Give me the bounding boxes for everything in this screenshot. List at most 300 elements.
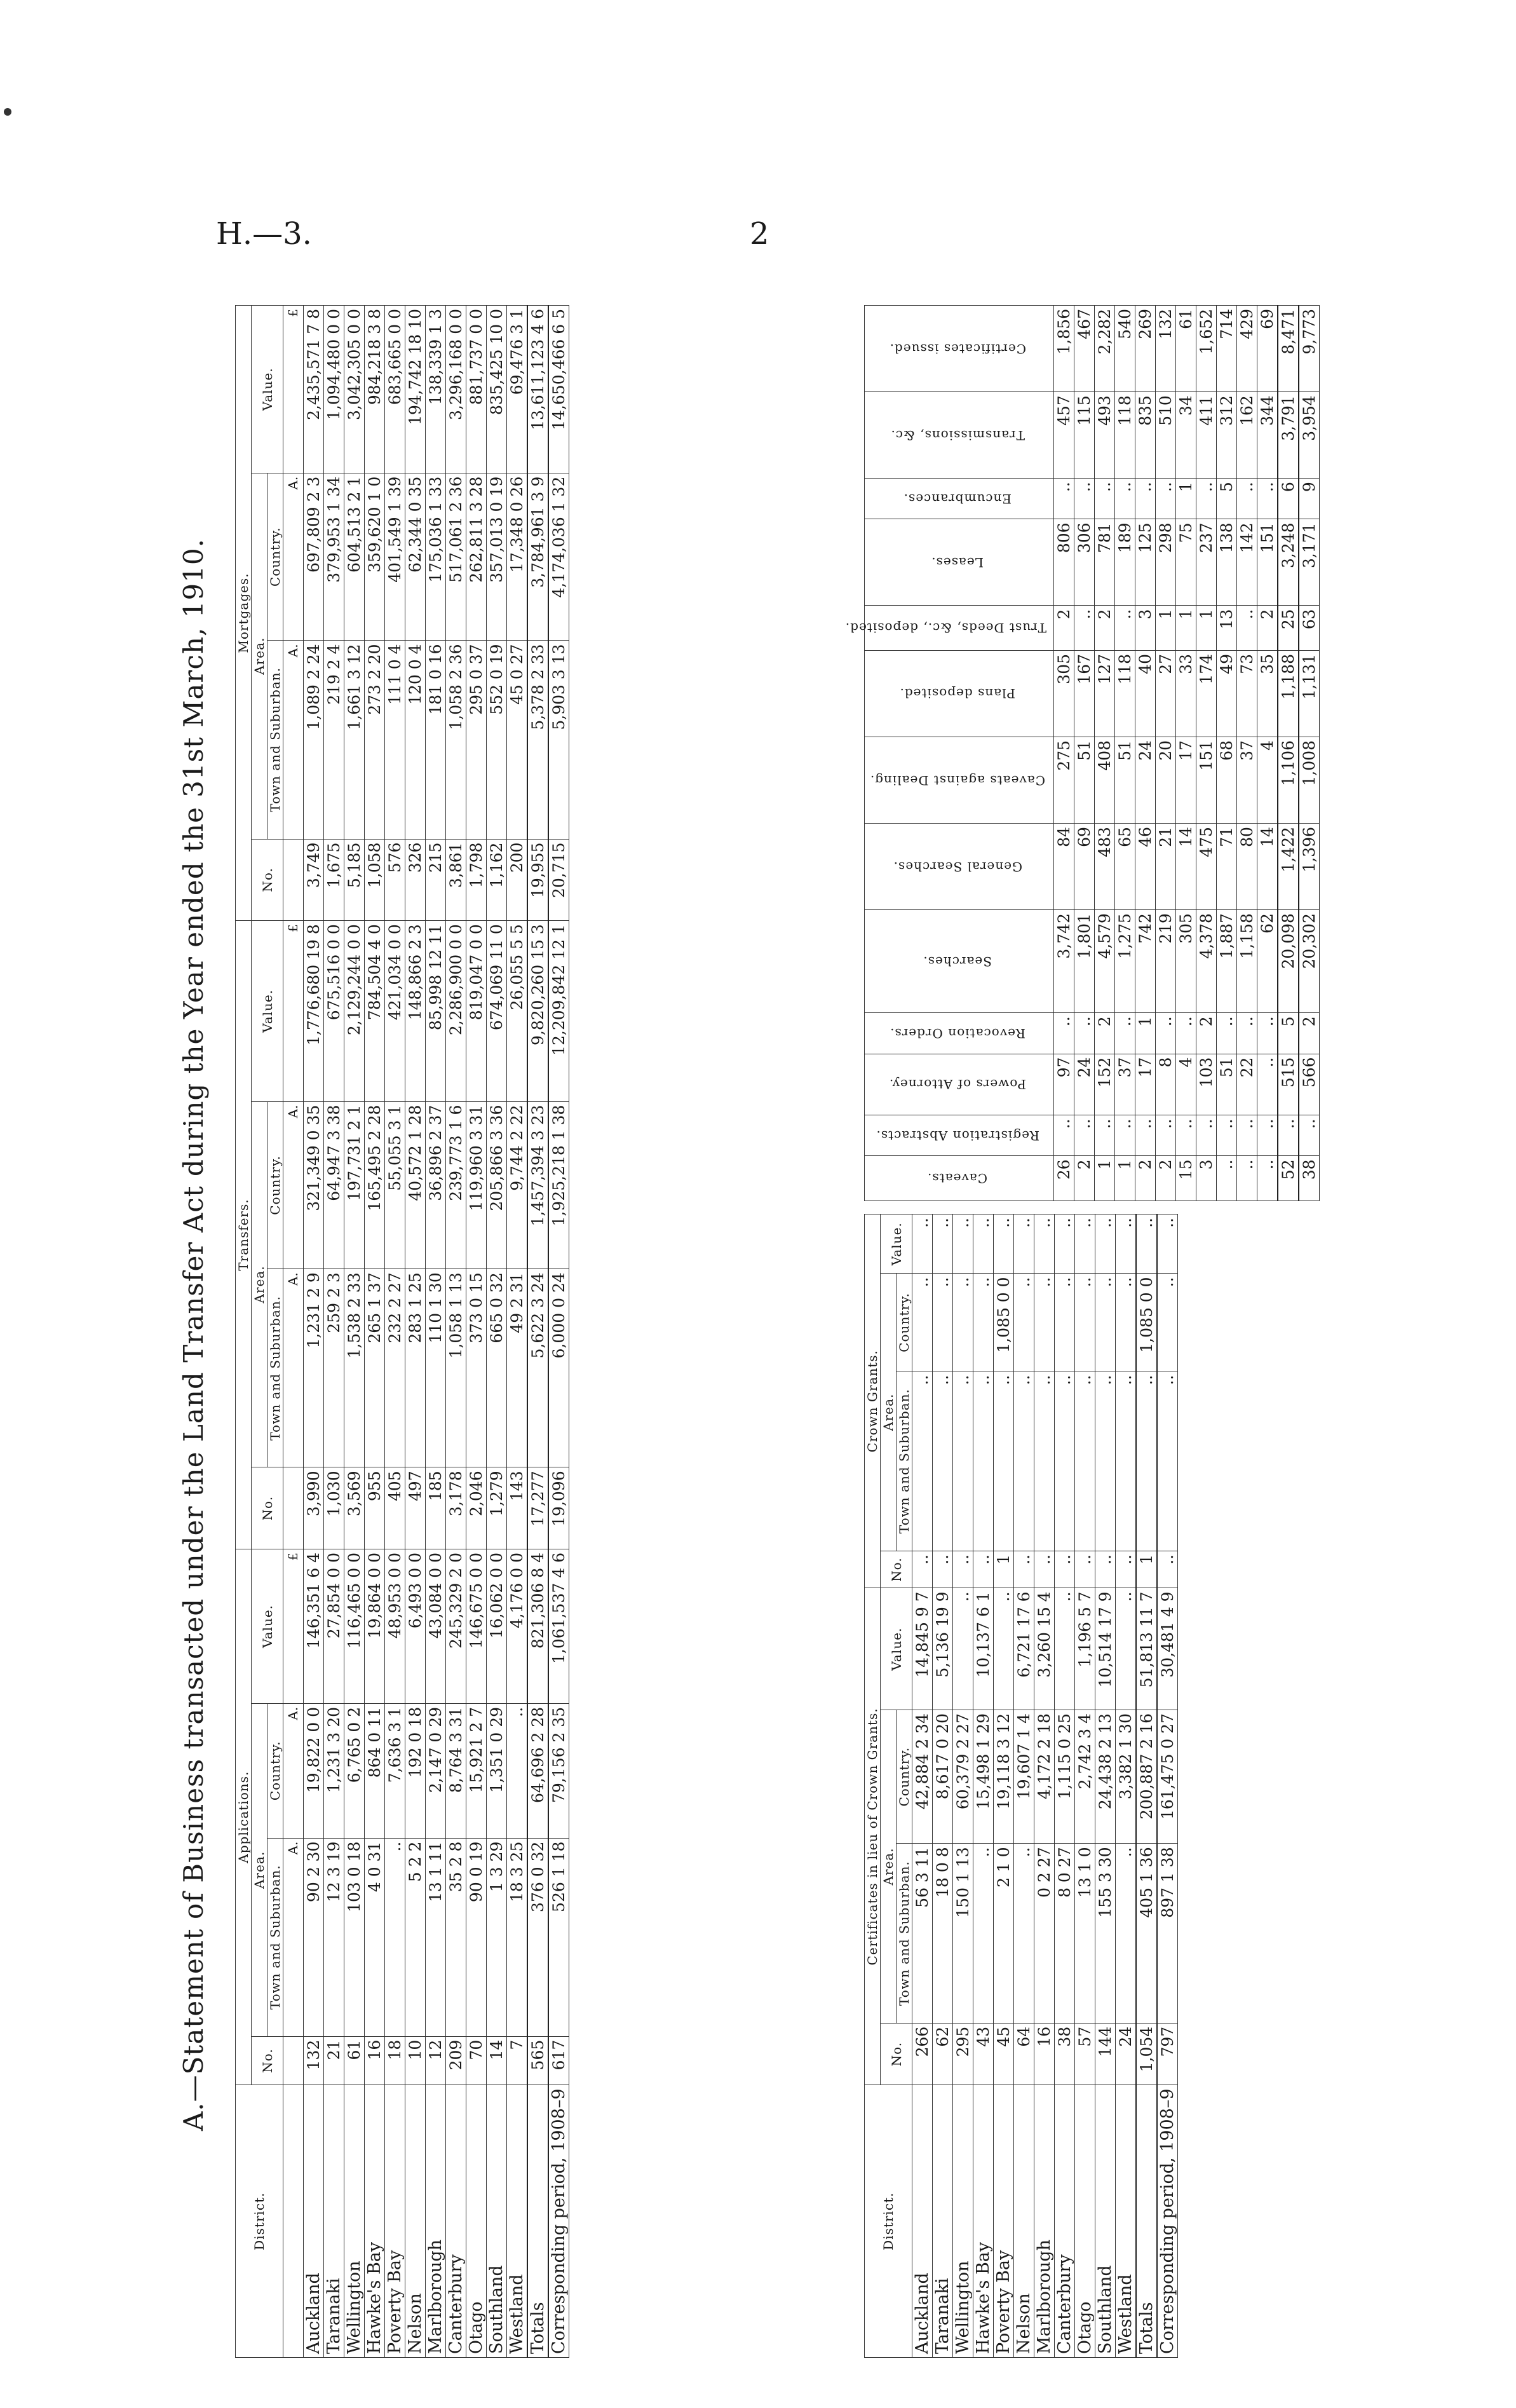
- cell-c-no: 62: [933, 2023, 953, 2085]
- units-cell: [283, 1467, 304, 1549]
- cell-g-town: ..: [1157, 1371, 1178, 1551]
- dealings-header-text-8: Trust Deeds, &c., deposited.: [844, 620, 1046, 636]
- cell-t-country: 197,731 2 1: [344, 1101, 365, 1269]
- dealings-cell: 429: [1237, 306, 1257, 392]
- dealings-cell: 125: [1135, 519, 1156, 606]
- district-cell: Marlborough: [1034, 2085, 1055, 2358]
- cell-m-town: 1,058 2 36: [446, 641, 466, 839]
- cell-m-value: 835,425 10 0: [487, 306, 507, 473]
- cell-a-no: 617: [548, 2036, 569, 2085]
- cell-t-no: 2,046: [466, 1467, 487, 1549]
- cell-t-country: 321,349 0 35: [304, 1101, 324, 1269]
- cell-a-town: 103 0 18: [344, 1838, 365, 2036]
- cell-a-value: 1,061,537 4 6: [548, 1549, 569, 1704]
- transfers-value-header: Value.: [252, 921, 283, 1101]
- applications-country-header: Country.: [267, 1703, 283, 1838]
- cell-c-town: 0 2 27: [1034, 1844, 1055, 2023]
- cell-t-no: 955: [365, 1467, 385, 1549]
- cell-g-no: ..: [1034, 1551, 1055, 1588]
- dealings-cell: 8,471: [1278, 306, 1299, 392]
- dealings-cell: 515: [1278, 1054, 1299, 1115]
- mortgages-area-header: Area.: [252, 473, 267, 839]
- table-row: [426, 306, 446, 2358]
- cell-m-town: 273 2 20: [365, 641, 385, 839]
- dealings-cell: 65: [1115, 824, 1135, 910]
- units-cell: [283, 2036, 304, 2085]
- cell-t-town: 49 2 31: [507, 1269, 528, 1467]
- dealings-cell: ..: [1176, 1115, 1196, 1156]
- table-row: [1034, 1214, 1055, 2358]
- cell-g-no: 1: [1136, 1551, 1157, 1588]
- cell-c-value: 10,514 17 9: [1095, 1588, 1116, 1710]
- cell-a-town: 90 2 30: [304, 1838, 324, 2036]
- cell-g-town: ..: [933, 1371, 953, 1551]
- dealings-cell: 483: [1095, 824, 1115, 910]
- dealings-cell: 20,302: [1299, 910, 1320, 1013]
- cell-m-no: 1,162: [487, 839, 507, 921]
- dealings-cell: 189: [1115, 519, 1135, 606]
- cell-g-country: 1,085 0 0: [994, 1274, 1014, 1371]
- cert-area-header: Area.: [881, 1710, 897, 2024]
- table-row: [1055, 1214, 1075, 2358]
- dealings-cell: 1,801: [1074, 910, 1095, 1013]
- dealings-cell: 14: [1257, 824, 1278, 910]
- dealings-cell: 493: [1095, 392, 1115, 479]
- units-cell: £: [283, 921, 304, 1101]
- cell-g-town: ..: [1055, 1371, 1075, 1551]
- district-cell: Totals: [1136, 2085, 1157, 2358]
- dealings-header-text-3: Revocation Orders.: [890, 1025, 1025, 1041]
- cell-t-country: 9,744 2 22: [507, 1101, 528, 1269]
- dealings-cell: 3: [1135, 606, 1156, 651]
- cell-c-value: 3,260 15 4: [1034, 1588, 1055, 1710]
- dealings-header-12: [865, 306, 1054, 392]
- dealings-cell: 84: [1054, 824, 1074, 910]
- cell-a-town: 526 1 18: [548, 1838, 569, 2036]
- district-cell: Nelson: [1014, 2085, 1034, 2358]
- cell-m-country: 175,036 1 33: [426, 473, 446, 641]
- cell-a-country: 19,822 0 0: [304, 1703, 324, 1838]
- table-row: [365, 306, 385, 2358]
- totals-row: [527, 306, 548, 2358]
- dealings-cell: 35: [1257, 650, 1278, 737]
- units-cell: [283, 839, 304, 921]
- district-cell: Auckland: [912, 2085, 933, 2358]
- applications-value-header: Value.: [252, 1549, 283, 1704]
- cell-m-country: 17,348 0 26: [507, 473, 528, 641]
- dealings-cell: 151: [1257, 519, 1278, 606]
- cell-a-country: ..: [507, 1703, 528, 1838]
- dealings-cell: 1,008: [1299, 737, 1320, 824]
- table-row: [385, 306, 405, 2358]
- cell-g-value: ..: [1075, 1214, 1095, 1274]
- cell-t-country: 165,495 2 28: [365, 1101, 385, 1269]
- cell-a-town: ..: [385, 1838, 405, 2036]
- cell-a-town: 35 2 8: [446, 1838, 466, 2036]
- cell-a-value: 245,329 2 0: [446, 1549, 466, 1704]
- cell-t-value: 148,866 2 3: [405, 921, 426, 1101]
- cell-t-value: 26,055 5 5: [507, 921, 528, 1101]
- dealings-cell: 61: [1176, 306, 1196, 392]
- cell-a-no: 7: [507, 2036, 528, 2085]
- dealings-cell: ..: [1054, 1115, 1074, 1156]
- table-row: [1014, 1214, 1034, 2358]
- dealings-cell: ..: [1074, 606, 1095, 651]
- cell-g-no: ..: [973, 1551, 994, 1588]
- dealings-cell: 75: [1176, 519, 1196, 606]
- district-cell: Marlborough: [426, 2085, 446, 2358]
- cell-c-no: 45: [994, 2023, 1014, 2085]
- land-transfer-table: [235, 305, 569, 2358]
- cell-a-country: 864 0 11: [365, 1703, 385, 1838]
- cell-t-town: 1,538 2 33: [344, 1269, 365, 1467]
- dealings-header-5: [865, 824, 1054, 910]
- dealings-cell: ..: [1135, 1115, 1156, 1156]
- table-row: [1156, 306, 1176, 1201]
- grants-no-header: No.: [881, 1551, 912, 1588]
- cell-g-value: ..: [1034, 1214, 1055, 1274]
- dealings-cell: ..: [1054, 479, 1074, 519]
- table-row: [344, 306, 365, 2358]
- cell-c-no: 24: [1116, 2023, 1137, 2085]
- transfers-town-header: Town and Suburban.: [267, 1269, 283, 1467]
- cell-g-town: ..: [1136, 1371, 1157, 1551]
- dealings-cell: 40: [1135, 650, 1156, 737]
- cell-c-town: 155 3 30: [1095, 1844, 1116, 2023]
- cell-g-no: ..: [953, 1551, 973, 1588]
- cell-m-value: 881,737 0 0: [466, 306, 487, 473]
- cell-t-no: 3,990: [304, 1467, 324, 1549]
- cell-a-value: 6,493 0 0: [405, 1549, 426, 1704]
- dealings-cell: ..: [1257, 479, 1278, 519]
- cell-a-town: 4 0 31: [365, 1838, 385, 2036]
- cell-t-town: 665 0 32: [487, 1269, 507, 1467]
- dealings-cell: 2: [1156, 1156, 1176, 1201]
- dealings-cell: 305: [1176, 910, 1196, 1013]
- cell-g-value: ..: [973, 1214, 994, 1274]
- cell-c-value: 30,481 4 9: [1157, 1588, 1178, 1710]
- cell-c-no: 64: [1014, 2023, 1034, 2085]
- dealings-cell: ..: [1156, 479, 1176, 519]
- crown-grants-header: Crown Grants.: [865, 1214, 881, 1588]
- dealings-cell: 14: [1176, 824, 1196, 910]
- dealings-header-9: [865, 519, 1054, 606]
- dealings-cell: 408: [1095, 737, 1115, 824]
- dealings-cell: 167: [1074, 650, 1095, 737]
- cell-g-country: ..: [953, 1274, 973, 1371]
- cell-t-no: 143: [507, 1467, 528, 1549]
- dealings-header-1: [865, 1115, 1054, 1156]
- cell-a-value: 19,864 0 0: [365, 1549, 385, 1704]
- table-row: [466, 306, 487, 2358]
- cell-t-town: 6,000 0 24: [548, 1269, 569, 1467]
- cell-a-country: 192 0 18: [405, 1703, 426, 1838]
- cell-m-country: 604,513 2 1: [344, 473, 365, 641]
- dealings-cell: ..: [1095, 1115, 1115, 1156]
- dealings-cell: 3,791: [1278, 392, 1299, 479]
- cert-country-header: Country.: [897, 1710, 912, 1844]
- cell-a-country: 1,351 0 29: [487, 1703, 507, 1838]
- dealings-header-text-4: Searches.: [923, 953, 992, 969]
- cell-c-town: 13 1 0: [1075, 1844, 1095, 2023]
- dealings-header-text-10: Encumbrances.: [903, 491, 1012, 507]
- cell-t-town: 5,622 3 24: [527, 1269, 548, 1467]
- cell-a-no: 70: [466, 2036, 487, 2085]
- dealings-cell: 17: [1176, 737, 1196, 824]
- dealings-header-4: [865, 910, 1054, 1013]
- table-row: [507, 306, 528, 2358]
- cell-c-country: 1,115 0 25: [1055, 1710, 1075, 1844]
- cell-a-town: 376 0 32: [527, 1838, 548, 2036]
- cell-g-no: ..: [1116, 1551, 1137, 1588]
- dealings-cell: 1,396: [1299, 824, 1320, 910]
- dealings-cell: 118: [1115, 650, 1135, 737]
- dealings-cell: 298: [1156, 519, 1176, 606]
- dealings-cell: 68: [1217, 737, 1237, 824]
- cell-a-town: 13 1 11: [426, 1838, 446, 2036]
- cell-t-country: 64,947 3 38: [324, 1101, 344, 1269]
- dealings-cell: 1: [1196, 606, 1217, 651]
- cell-t-town: 110 1 30: [426, 1269, 446, 1467]
- district-cell: Taranaki: [933, 2085, 953, 2358]
- dealings-cell: 37: [1237, 737, 1257, 824]
- cell-c-no: 144: [1095, 2023, 1116, 2085]
- cell-g-country: ..: [1157, 1274, 1178, 1371]
- cell-m-no: 326: [405, 839, 426, 921]
- cell-m-value: 3,296,168 0 0: [446, 306, 466, 473]
- dealings-cell: 4: [1176, 1054, 1196, 1115]
- cert-no-header: No.: [881, 2023, 912, 2085]
- cell-m-no: 19,955: [527, 839, 548, 921]
- district-cell: Taranaki: [324, 2085, 344, 2358]
- dealings-cell: 411: [1196, 392, 1217, 479]
- units-spacer: [283, 2085, 304, 2358]
- cell-g-town: ..: [1014, 1371, 1034, 1551]
- dealings-cell: 269: [1135, 306, 1156, 392]
- cell-m-town: 120 0 4: [405, 641, 426, 839]
- totals-row: [1278, 306, 1299, 1201]
- units-cell: A.: [283, 473, 304, 641]
- dealings-cell: ..: [1115, 606, 1135, 651]
- cell-t-town: 265 1 37: [365, 1269, 385, 1467]
- district-cell: Wellington: [344, 2085, 365, 2358]
- cell-t-no: 19,096: [548, 1467, 569, 1549]
- dealings-cell: 69: [1257, 306, 1278, 392]
- cell-g-value: ..: [1157, 1214, 1178, 1274]
- district-header-2: District.: [865, 2085, 912, 2358]
- cell-c-town: 897 1 38: [1157, 1844, 1178, 2023]
- district-cell: Auckland: [304, 2085, 324, 2358]
- table-row: [1116, 1214, 1137, 2358]
- cell-m-no: 1,798: [466, 839, 487, 921]
- dealings-cell: 24: [1135, 737, 1156, 824]
- cell-c-value: 51,813 11 7: [1136, 1588, 1157, 1710]
- dealings-cell: 2: [1095, 606, 1115, 651]
- table-row: [304, 306, 324, 2358]
- cell-g-value: ..: [912, 1214, 933, 1274]
- cell-g-value: ..: [953, 1214, 973, 1274]
- cell-a-value: 16,062 0 0: [487, 1549, 507, 1704]
- units-cell: A.: [283, 1838, 304, 2036]
- cell-t-town: 283 1 25: [405, 1269, 426, 1467]
- page-header: [0, 216, 1516, 267]
- dealings-cell: 510: [1156, 392, 1176, 479]
- cell-c-country: 42,884 2 34: [912, 1710, 933, 1844]
- table-row: [1095, 1214, 1116, 2358]
- cell-m-town: 5,903 3 13: [548, 641, 569, 839]
- cell-m-country: 517,061 2 36: [446, 473, 466, 641]
- cell-c-value: ..: [953, 1588, 973, 1710]
- cell-c-town: ..: [1116, 1844, 1137, 2023]
- transfers-header: Transfers.: [236, 921, 252, 1549]
- cell-a-value: 146,675 0 0: [466, 1549, 487, 1704]
- dealings-header-row: [865, 306, 1054, 1201]
- cell-g-country: ..: [1075, 1274, 1095, 1371]
- dealings-cell: 174: [1196, 650, 1217, 737]
- dealings-cell: 2: [1054, 606, 1074, 651]
- dealings-cell: 20: [1156, 737, 1176, 824]
- cell-g-town: ..: [1095, 1371, 1116, 1551]
- cell-g-town: ..: [953, 1371, 973, 1551]
- cell-c-country: 8,617 0 20: [933, 1710, 953, 1844]
- dealings-cell: 1,887: [1217, 910, 1237, 1013]
- cell-m-country: 62,344 0 35: [405, 473, 426, 641]
- rotated-page-content: [178, 286, 1347, 2383]
- cell-c-no: 295: [953, 2023, 973, 2085]
- dealings-cell: 162: [1237, 392, 1257, 479]
- dealings-cell: 118: [1115, 392, 1135, 479]
- cell-m-no: 1,058: [365, 839, 385, 921]
- cell-a-no: 21: [324, 2036, 344, 2085]
- dealings-cell: 21: [1156, 824, 1176, 910]
- dealings-cell: 4,579: [1095, 910, 1115, 1013]
- cell-m-country: 4,174,036 1 32: [548, 473, 569, 641]
- dealings-cell: ..: [1217, 1013, 1237, 1054]
- dealings-cell: 9,773: [1299, 306, 1320, 392]
- dealings-table-body: [1054, 306, 1320, 1201]
- cell-m-town: 111 0 4: [385, 641, 405, 839]
- table-row: [1135, 306, 1156, 1201]
- district-cell: Otago: [466, 2085, 487, 2358]
- cell-c-no: 16: [1034, 2023, 1055, 2085]
- cell-m-country: 359,620 1 0: [365, 473, 385, 641]
- dealings-cell: 2: [1135, 1156, 1156, 1201]
- cell-g-value: ..: [1014, 1214, 1034, 1274]
- table-row: [933, 1214, 953, 2358]
- cell-a-value: 116,465 0 0: [344, 1549, 365, 1704]
- dealings-cell: ..: [1237, 479, 1257, 519]
- dealings-cell: 2: [1196, 1013, 1217, 1054]
- cell-t-country: 205,866 3 36: [487, 1101, 507, 1269]
- dealings-cell: 63: [1299, 606, 1320, 651]
- dealings-header-text-7: Plans deposited.: [899, 686, 1016, 702]
- rotated-page-frame: [178, 286, 1347, 2383]
- table-row: [1257, 306, 1278, 1201]
- district-cell: Wellington: [953, 2085, 973, 2358]
- cert-town-header: Town and Suburban.: [897, 1844, 912, 2023]
- cell-c-town: 405 1 36: [1136, 1844, 1157, 2023]
- cell-c-town: 8 0 27: [1055, 1844, 1075, 2023]
- dealings-cell: 1: [1115, 1156, 1135, 1201]
- table-row: [1074, 306, 1095, 1201]
- cell-t-value: 421,034 0 0: [385, 921, 405, 1101]
- cell-c-value: ..: [1055, 1588, 1075, 1710]
- cell-g-value: ..: [1116, 1214, 1137, 1274]
- cell-g-country: ..: [1116, 1274, 1137, 1371]
- dealings-cell: 1,158: [1237, 910, 1257, 1013]
- cell-a-no: 16: [365, 2036, 385, 2085]
- district-cell: Totals: [527, 2085, 548, 2358]
- cell-a-country: 2,147 0 29: [426, 1703, 446, 1838]
- dealings-cell: ..: [1237, 1156, 1257, 1201]
- cell-m-value: 2,435,571 7 8: [304, 306, 324, 473]
- cell-g-town: ..: [1116, 1371, 1137, 1551]
- dealings-cell: 3: [1196, 1156, 1217, 1201]
- dealings-header-text-2: Powers of Attorney.: [888, 1077, 1027, 1092]
- cell-a-value: 146,351 6 4: [304, 1549, 324, 1704]
- dealings-cell: 6: [1278, 479, 1299, 519]
- cell-g-no: ..: [1075, 1551, 1095, 1588]
- cell-m-town: 1,089 2 24: [304, 641, 324, 839]
- dealings-cell: 51: [1115, 737, 1135, 824]
- land-transfer-table-body: [283, 306, 569, 2358]
- dealings-cell: ..: [1217, 1156, 1237, 1201]
- cert-value-header: Value.: [881, 1588, 912, 1710]
- dealings-cell: 62: [1257, 910, 1278, 1013]
- cell-t-value: 1,776,680 19 8: [304, 921, 324, 1101]
- cell-a-country: 6,765 0 2: [344, 1703, 365, 1838]
- cell-a-town: 12 3 19: [324, 1838, 344, 2036]
- cell-c-no: 266: [912, 2023, 933, 2085]
- cell-a-country: 64,696 2 28: [527, 1703, 548, 1838]
- cell-t-no: 497: [405, 1467, 426, 1549]
- crown-grants-table: [864, 1214, 1178, 2358]
- dealings-header-text-11: Transmissions, &c.: [890, 427, 1025, 443]
- dealings-cell: 8: [1156, 1054, 1176, 1115]
- units-cell: £: [283, 306, 304, 473]
- cell-c-country: 19,118 3 12: [994, 1710, 1014, 1844]
- mortgages-no-header: No.: [252, 839, 283, 921]
- cell-c-no: 1,054: [1136, 2023, 1157, 2085]
- cell-a-country: 8,764 3 31: [446, 1703, 466, 1838]
- cell-m-value: 13,611,123 4 6: [527, 306, 548, 473]
- table-row: [973, 1214, 994, 2358]
- dealings-cell: 73: [1237, 650, 1257, 737]
- cell-a-country: 7,636 3 1: [385, 1703, 405, 1838]
- dealings-cell: 237: [1196, 519, 1217, 606]
- cell-t-country: 36,896 2 37: [426, 1101, 446, 1269]
- table-row: [1237, 306, 1257, 1201]
- dealings-cell: 312: [1217, 392, 1237, 479]
- cell-c-town: 150 1 13: [953, 1844, 973, 2023]
- cell-a-value: 43,084 0 0: [426, 1549, 446, 1704]
- cell-m-no: 1,675: [324, 839, 344, 921]
- dealings-cell: 305: [1054, 650, 1074, 737]
- dealings-cell: ..: [1074, 1115, 1095, 1156]
- dealings-cell: 3,954: [1299, 392, 1320, 479]
- dealings-cell: 306: [1074, 519, 1095, 606]
- grants-area-header: Area.: [881, 1274, 897, 1551]
- table-row: [994, 1214, 1014, 2358]
- cell-t-value: 819,047 0 0: [466, 921, 487, 1101]
- cell-g-no: ..: [1095, 1551, 1116, 1588]
- cell-m-town: 1,661 3 12: [344, 641, 365, 839]
- cell-c-country: 200,887 2 16: [1136, 1710, 1157, 1844]
- cell-c-no: 57: [1075, 2023, 1095, 2085]
- dealings-cell: ..: [1237, 606, 1257, 651]
- transfers-country-header: Country.: [267, 1101, 283, 1269]
- dealings-cell: 20,098: [1278, 910, 1299, 1013]
